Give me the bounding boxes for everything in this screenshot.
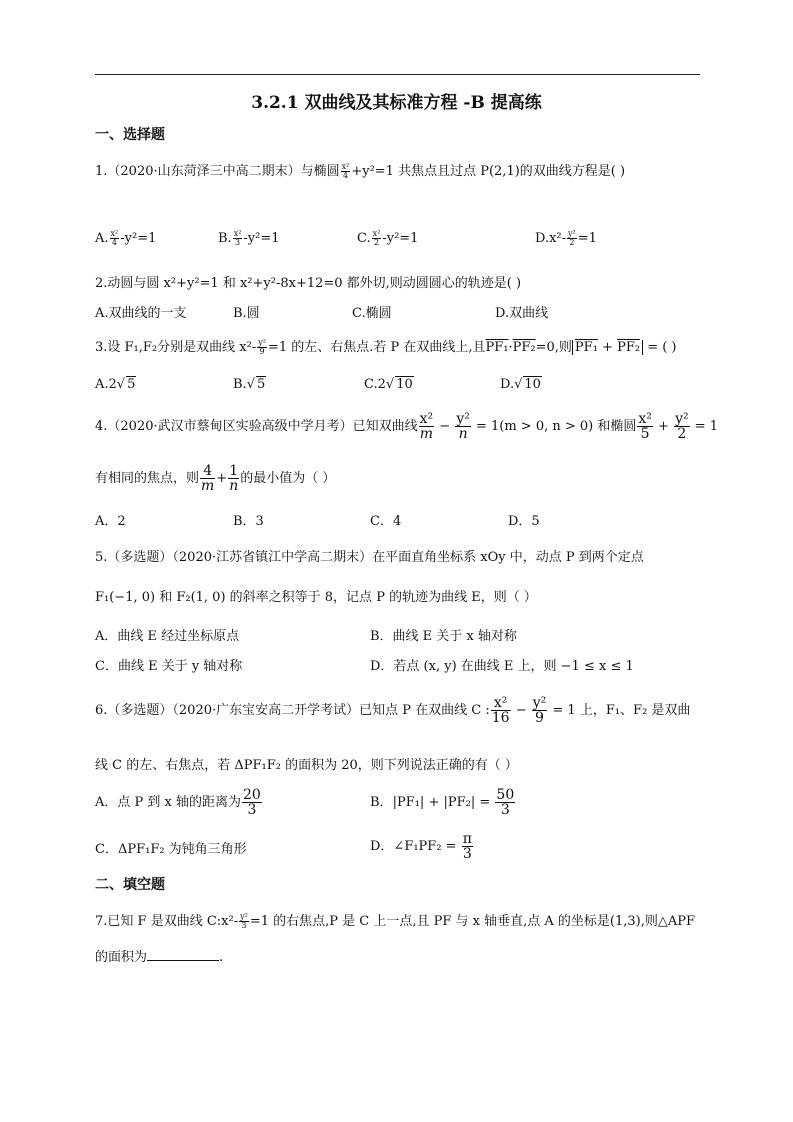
q5-option-d: D．若点 (x, y) 在曲线 E 上，则 −1 ≤ x ≤ 1 [370,659,634,674]
q5-option-b: B．曲线 E 关于 x 轴对称 [370,629,517,644]
question-4-line-2: 有相同的焦点，则 $\frac{4}{m}$ + $\frac{1}{n}$ 的最小值为（ ） [95,463,336,494]
q1-option-a: A. $\frac{\text{x²}}{4}$ -y²=1 [95,229,157,247]
q3-option-c: C.2√ 10 [364,377,413,392]
q6-option-c: C．ΔPF₁F₂ 为钝角三角形 [95,842,247,857]
question-7-line-2: 的面积为 . [95,950,224,965]
q3-option-a: A.2√ 5 [95,377,136,392]
q6-option-a: A．点 P 到 x 轴的距离为 $\frac{20}{3}$ [95,787,261,818]
q6-option-d: D．∠F₁PF₂ = $\frac{\pi}{3}$ [370,831,472,862]
question-5-line-2: F₁(−1, 0) 和 F₂(1, 0) 的斜率之积等于 8，记点 P 的轨迹为曲线 E，则（ ） [95,590,537,605]
page-title: 3.2.1 双曲线及其标准方程 -B 提高练 [251,93,542,113]
section-choice: 一、选择题 [95,127,165,143]
q1-option-d: D.x²- $\frac{\text{y²}}{2}$ =1 [535,229,597,247]
question-4: 4.（2020·武汉市蔡甸区实验高级中学月考）已知双曲线 $\frac{\text{x²}}{m}$ − $\frac{\text{y²}}{n}$ = 1(m > 0, n > 0) 和椭圆 $\frac{\text{x²}}{5}$ + $\frac{\text{y²}}{2}$ = 1 [95,411,719,442]
question-6-line-2: 线 C 的左、右焦点，若 ΔPF₁F₂ 的面积为 20，则下列说法正确的有（ ） [95,758,518,773]
q6-option-b: B．|PF₁| + |PF₂| = $\frac{50}{3}$ [370,787,515,818]
question-3: 3.设 F₁,F₂分别是双曲线 x²- $\frac{\text{y²}}{9}$ =1 的左、右焦点.若 P 在双曲线上,且PF₁·PF₂=0,则 PF₁ + PF₂ = ( ) [95,338,677,356]
q5-option-c: C．曲线 E 关于 y 轴对称 [95,659,243,674]
question-1: 1.（2020·山东菏泽三中高二期末）与椭圆 $\frac{\text{x²}}{4}$ +y²=1 共焦点且过点 P(2,1)的双曲线方程是( ) [95,162,626,180]
q3-option-b: B.√ 5 [233,377,266,392]
q4-option-d: D．5 [508,514,540,529]
q5-option-a: A．曲线 E 经过坐标原点 [95,629,240,644]
q2-option-b: B.圆 [233,306,260,321]
q1-option-b: B. $\frac{\text{x²}}{3}$ -y²=1 [218,229,280,247]
question-7: 7.已知 F 是双曲线 C:x²- $\frac{\text{y²}}{3}$ =1 的右焦点,P 是 C 上一点,且 PF 与 x 轴垂直,点 A 的坐标是(1,3),则△APF [95,912,695,930]
q2-option-c: C.椭圆 [352,306,392,321]
answer-blank[interactable] [147,948,219,961]
fraction: $\frac{\text{x²}}{4}$ [341,162,350,180]
q2-option-a: A.双曲线的一支 [95,306,187,321]
question-6: 6.（多选题）（2020·广东宝安高二开学考试）已知点 P 在双曲线 C : $\frac{\text{x²}}{16}$ − $\frac{\text{y²}}{9}$ = 1 上，F₁、F₂ 是双曲 [95,695,691,726]
q2-option-d: D.双曲线 [495,306,549,321]
q4-option-b: B．3 [233,514,264,529]
question-2: 2.动圆与圆 x²+y²=1 和 x²+y²-8x+12=0 都外切,则动圆圆心的轨迹是( ) [95,276,522,291]
header-rule [95,74,700,75]
question-5: 5.（多选题）（2020·江苏省镇江中学高二期末）在平面直角坐标系 xOy 中，动点 P 到两个定点 [95,550,644,565]
section-fill: 二、填空题 [95,877,165,893]
q1-option-c: C. $\frac{\text{x²}}{2}$ -y²=1 [357,229,419,247]
q4-option-c: C．4 [370,514,402,529]
q3-option-d: D.√ 10 [500,377,541,392]
q4-option-a: A．2 [95,514,126,529]
